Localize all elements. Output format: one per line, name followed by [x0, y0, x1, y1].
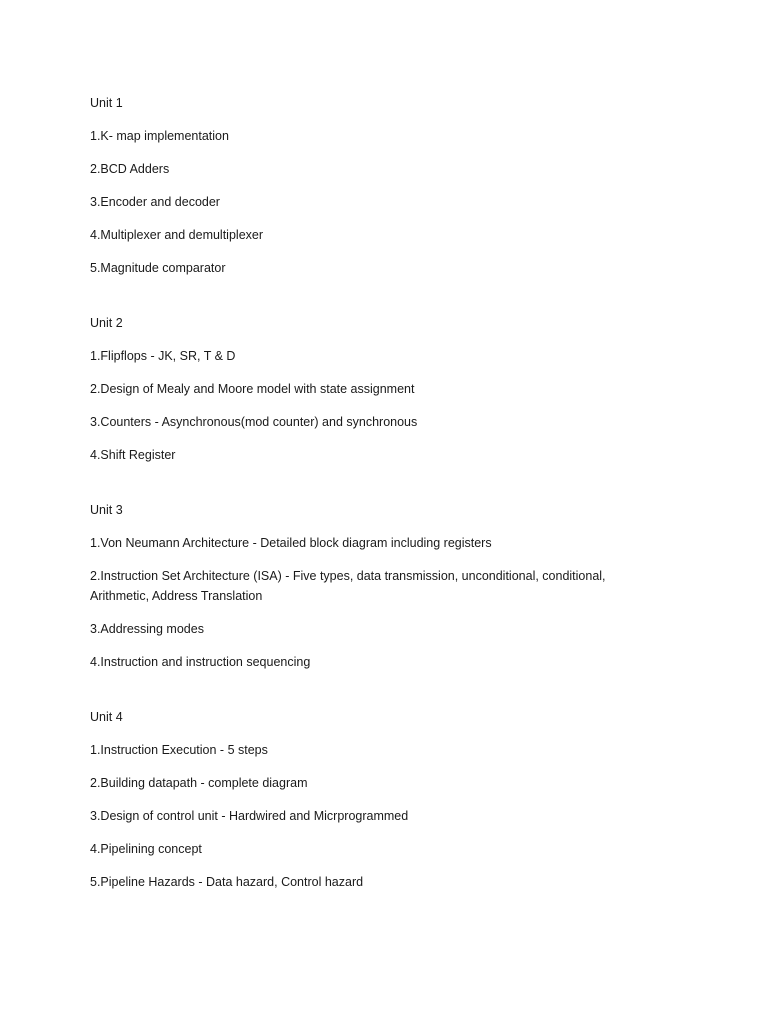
list-item: 3.Addressing modes — [90, 622, 204, 636]
list-item: 5.Magnitude comparator — [90, 261, 226, 275]
unit-1-section — [90, 93, 768, 278]
list-item: 2.BCD Adders — [90, 162, 170, 176]
list-item: 4.Multiplexer and demultiplexer — [90, 228, 264, 242]
unit-heading: Unit 1 — [90, 96, 123, 110]
list-item: 4.Pipelining concept — [90, 842, 202, 856]
unit-4-section — [90, 707, 768, 892]
list-item: 1.Von Neumann Architecture - Detailed block diagram including registers — [90, 536, 492, 550]
list-item: 1.Flipflops - JK, SR, T & D — [90, 349, 236, 363]
list-item: 2.Building datapath - complete diagram — [90, 776, 308, 790]
unit-heading: Unit 2 — [90, 316, 123, 330]
unit-2-section — [90, 313, 768, 465]
list-item: 1.Instruction Execution - 5 steps — [90, 743, 268, 757]
list-item: 2.Design of Mealy and Moore model with state assignment — [90, 382, 415, 396]
list-item: 1.K- map implementation — [90, 129, 229, 143]
unit-3-section — [90, 500, 768, 672]
unit-heading: Unit 4 — [90, 710, 123, 724]
list-item: 4.Instruction and instruction sequencing — [90, 655, 311, 669]
list-item: 3.Design of control unit - Hardwired and Micrprogrammed — [90, 809, 409, 823]
list-item: 3.Counters - Asynchronous(mod counter) and synchronous — [90, 415, 418, 429]
list-item: 5.Pipeline Hazards - Data hazard, Control hazard — [90, 875, 364, 889]
unit-heading: Unit 3 — [90, 503, 123, 517]
list-item: 2.Instruction Set Architecture (ISA) - Five types, data transmission, unconditional, conditional, Arithmetic, Address Translation — [90, 569, 606, 603]
list-item: 4.Shift Register — [90, 448, 176, 462]
list-item: 3.Encoder and decoder — [90, 195, 220, 209]
